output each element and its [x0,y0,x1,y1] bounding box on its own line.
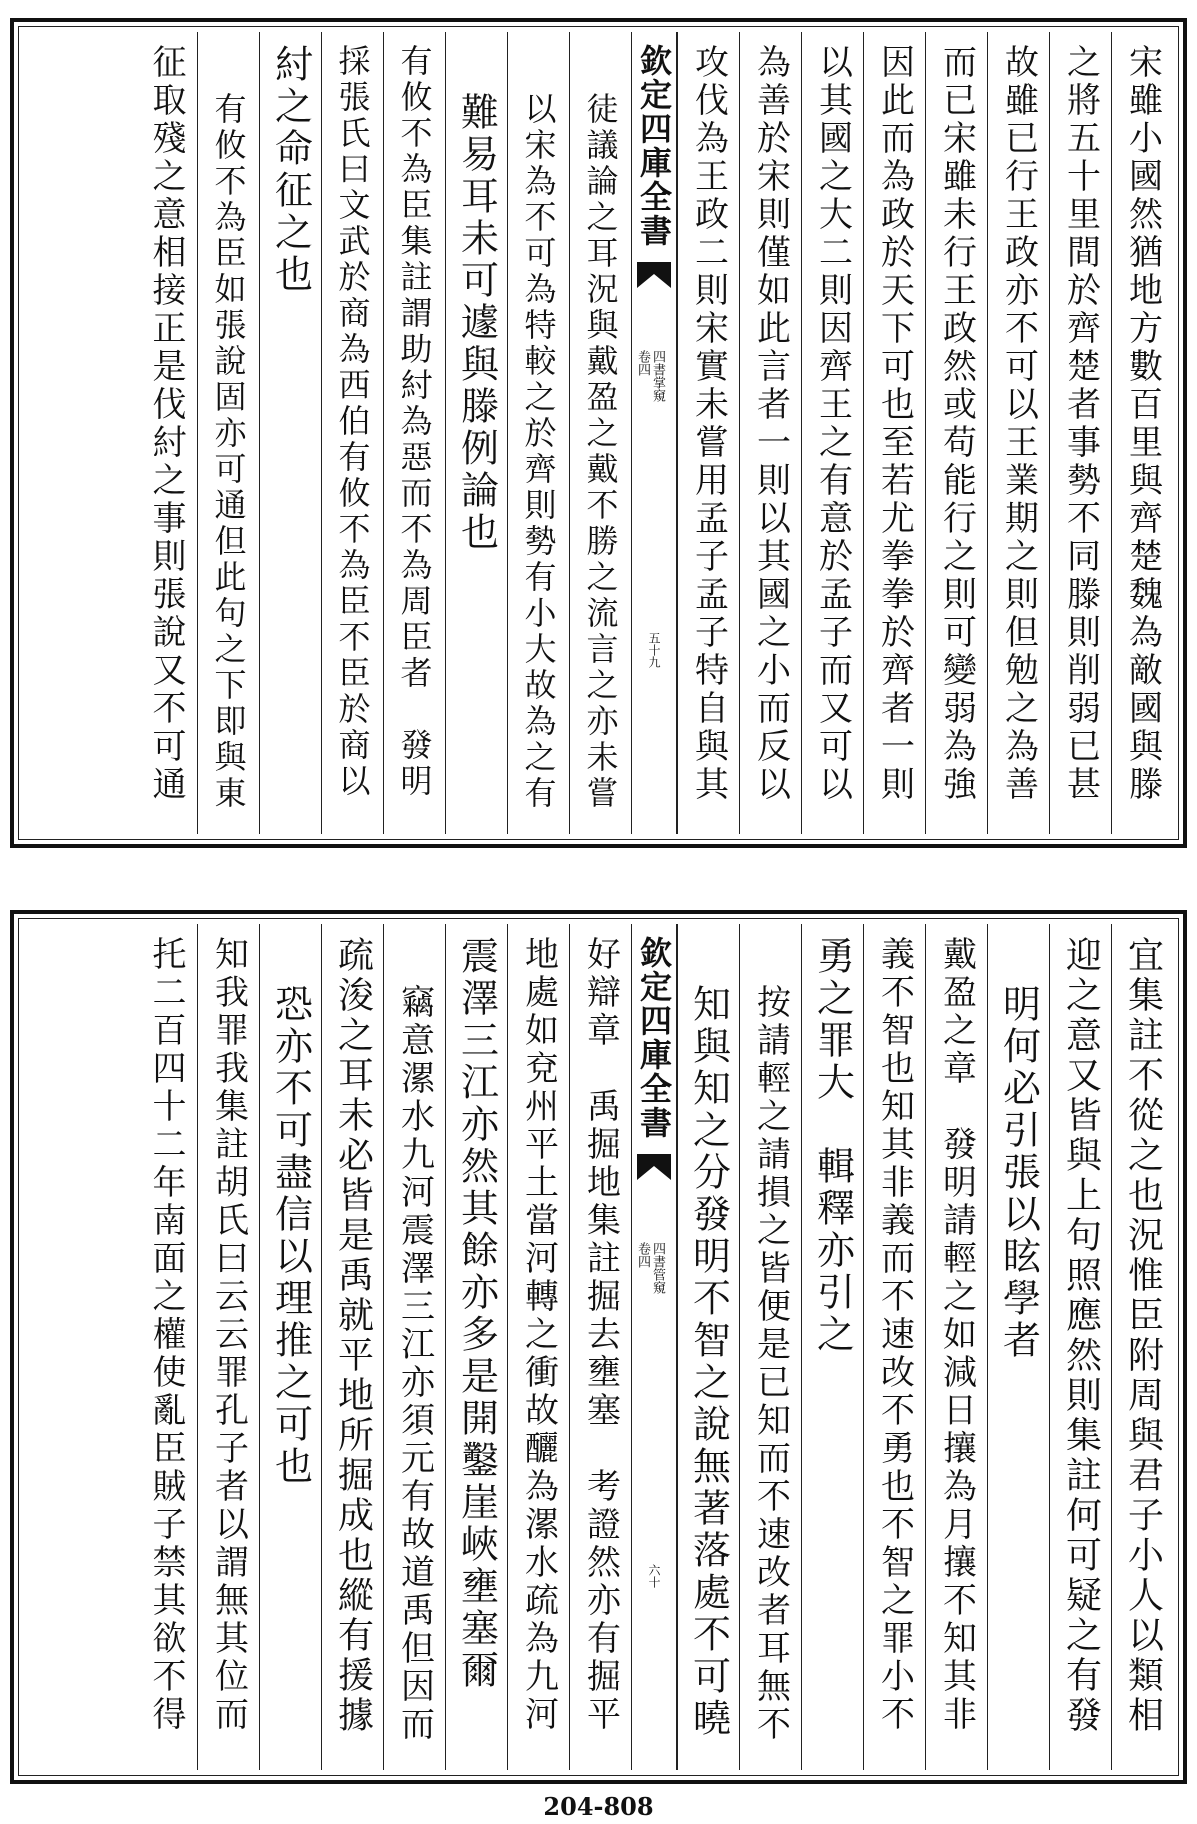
book-title: 欽定四庫全書 [635,44,673,248]
book-title: 欽定四庫全書 [635,936,673,1140]
column-text: 紂之命征之也 [268,44,313,296]
column-text: 以宋為不可為特較之於齊則勢有小大故為之有 [519,92,558,812]
text-column [1049,924,1111,1770]
text-column [677,32,739,834]
column-text: 義不智也知其非義而不速改不勇也不智之罪小不 [874,936,915,1734]
column-text: 好辯章 禹掘地集註掘去壅塞 考證然亦有掘平 [580,936,621,1734]
center-gutter [631,924,677,1770]
text-column [569,32,631,834]
column-text: 疏浚之耳未必皆是禹就平地所掘成也縱有援據 [332,936,374,1736]
text-column [925,924,987,1770]
column-text: 為善於宋則僅如此言者一則以其國之小而反以 [750,44,791,804]
column-text: 採張氏曰文武於商為西伯有攸不為臣不臣於商以 [333,44,372,800]
column-text: 震澤三江亦然其餘亦多是開鑿崖峽壅塞爾 [454,936,499,1692]
column-text: 戴盈之章 發明請輕之如減日攘為月攘不知其非 [936,936,977,1734]
column-text: 地處如兗州平土當河轉之衝故釃為漯水疏為九河 [518,936,559,1734]
text-column [677,924,739,1770]
column-text: 故雖已行王政亦不可以王業期之則但勉之為善 [998,44,1039,804]
column-text: 而已宋雖未行王政然或苟能行之則可變弱為強 [936,44,977,804]
top-page-frame [10,18,1187,848]
text-column [445,924,507,1770]
volume-label [636,350,664,402]
text-column [739,924,801,1770]
column-text: 攻伐為王政二則宋實未嘗用孟子孟子特自與其 [688,44,729,804]
column-text: 因此而為政於天下可也至若尤拳拳於齊者一則 [874,44,915,804]
text-column [739,32,801,834]
text-column [1111,924,1173,1770]
text-column [259,32,321,834]
volume-number: 卷四 [635,1242,650,1268]
column-text: 知與知之分發明不智之說無著落處不可曉 [686,984,731,1740]
column-text: 徒議論之耳況與戴盈之戴不勝之流言之亦未嘗 [581,92,620,812]
column-text: 按請輕之請損之皆便是已知而不速改者耳無不 [750,984,791,1744]
folio-number: 六十 [647,1564,661,1588]
text-column [197,924,259,1770]
fishtail-mark-icon [637,1154,671,1180]
text-column [801,924,863,1770]
column-text: 宋雖小國然猶地方數百里與齊楚魏為敵國與滕 [1122,44,1163,804]
text-column [1111,32,1173,834]
text-column [135,32,197,834]
text-column [507,32,569,834]
text-column [321,32,383,834]
top-page-columns [24,32,1173,834]
column-text: 之將五十里間於齊楚者事勢不同滕則削弱已甚 [1060,44,1101,804]
folio-number: 五十九 [647,632,661,668]
column-text: 迎之意又皆與上句照應然則集註何可疑之有發 [1060,936,1102,1736]
column-text: 明何必引張以眩學者 [996,984,1041,1362]
column-text: 勇之罪大 輯釋亦引之 [810,936,855,1356]
volume-label [636,1242,664,1294]
column-text: 以其國之大二則因齊王之有意於孟子而又可以 [812,44,853,804]
text-column [383,924,445,1770]
bottom-page-columns [24,924,1173,1770]
column-text: 征取殘之意相接正是伐紂之事則張說又不可通 [146,44,186,804]
bottom-page-frame [10,910,1187,1784]
text-column [863,924,925,1770]
text-column [445,32,507,834]
text-column [383,32,445,834]
text-column [925,32,987,834]
text-column [569,924,631,1770]
column-text: 有攸不為臣集註謂助紂為惡而不為周臣者 發明 [395,44,434,800]
text-column [987,924,1049,1770]
column-text: 有攸不為臣如張說固亦可通但此句之下即與東 [209,92,248,812]
center-gutter [631,32,677,834]
volume-title: 四書掌窺 [650,350,665,402]
text-column [507,924,569,1770]
volume-number: 卷四 [635,350,650,376]
text-column [259,924,321,1770]
text-column [987,32,1049,834]
fishtail-mark-icon [637,262,671,288]
column-text: 難易耳未可遽與滕例論也 [454,92,499,554]
column-text: 托二百四十二年南面之權使亂臣賊子禁其欲不得 [146,936,186,1734]
volume-title: 四書管窺 [650,1242,665,1294]
text-column [863,32,925,834]
text-column [801,32,863,834]
text-column [135,924,197,1770]
column-text: 恐亦不可盡信以理推之可也 [268,984,313,1488]
text-column [321,924,383,1770]
column-text: 知我罪我集註胡氏曰云云罪孔子者以謂無其位而 [208,936,249,1734]
text-column [197,32,259,834]
column-text: 宜集註不從之也況惟臣附周與君子小人以類相 [1122,936,1164,1736]
text-column [1049,32,1111,834]
page-number-footer: 204-808 [543,1792,654,1821]
column-text: 竊意漯水九河震澤三江亦須元有故道禹但因而 [394,984,435,1744]
